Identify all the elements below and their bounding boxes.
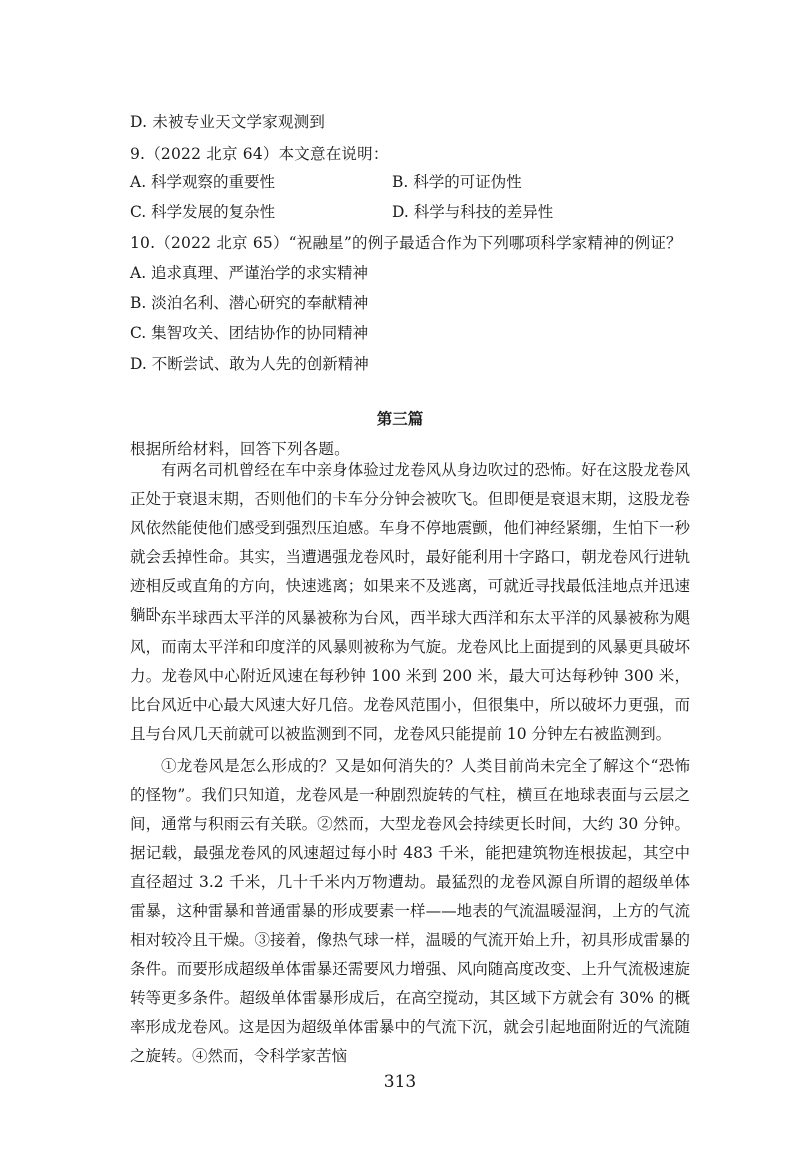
instruction: 根据所给材料，回答下列各题。: [130, 440, 350, 458]
question-9-stem: 9.（2022 北京 64）本文意在说明：: [130, 145, 389, 163]
question-10-option-d: D. 不断尝试、敢为人先的创新精神: [130, 355, 369, 373]
question-9-option-a: A. 科学观察的重要性: [130, 173, 276, 191]
question-9-option-c: C. 科学发展的复杂性: [130, 203, 276, 221]
question-9-option-d: D. 科学与科技的差异性: [392, 203, 554, 221]
question-10-stem: 10.（2022 北京 65）“祝融星”的例子最适合作为下列哪项科学家精神的例证？: [130, 234, 682, 252]
paragraph-1: 有两名司机曾经在车中亲身体验过龙卷风从身边吹过的恐怖。好在这股龙卷风正处于衰退末期，否则他们的卡车分分钟会被吹飞。但即便是衰退末期，这股龙卷风依然能使他们感受到强烈压迫感。车身不停地震颤，他们神经紧绷，生怕下一秒就会丢掉性命。其实，当遭遇强龙卷风时，最好能利用十字路口，朝龙卷风行进轨迹相反或直角的方向，快速逃离；如果来不及逃离，可就近寻找最低洼地点并迅速躺卧。: [130, 461, 690, 624]
question-9-option-b: B. 科学的可证伪性: [392, 173, 522, 191]
section-title: 第三篇: [376, 409, 424, 428]
prev-option-d: D. 未被专业天文学家观测到: [130, 113, 326, 131]
page-number: 313: [383, 1072, 417, 1092]
question-10-option-b: B. 淡泊名利、潜心研究的奉献精神: [130, 294, 369, 312]
paragraph-3: ①龙卷风是怎么形成的？又是如何消失的？人类目前尚未完全了解这个“恐怖的怪物”。我们只知道，龙卷风是一种剧烈旋转的气柱，横亘在地球表面与云层之间，通常与积雨云有关联。②然而，大型龙卷风会持续更长时间，大约 30 分钟。据记载，最强龙卷风的风速超过每小时 483 千米，能把建筑物连根拔起，其空中直径超过 3.2 千米，几十千米内万物遭劫。最猛烈的龙卷风源自所谓的超级单体雷暴，这种雷暴和普通雷暴的形成要素一样——地表的气流温暖湿润，上方的气流相对较冷且干燥。③接着，像热气球一样，温暖的气流开始上升，初具形成雷暴的条件。而要形成超级单体雷暴还需要风力增强、风向随高度改变、上升气流极速旋转等更多条件。超级单体雷暴形成后，在高空搅动，其区域下方就会有 30% 的概率形成龙卷风。这是因为超级单体雷暴中的气流下沉，就会引起地面附近的气流随之旋转。④然而，令科学家苦恼: [130, 757, 690, 1065]
question-10-option-c: C. 集智攻关、团结协作的协同精神: [130, 324, 369, 342]
paragraph-2: 东半球西太平洋的风暴被称为台风，西半球大西洋和东太平洋的风暴被称为飓风，而南太平洋和印度洋的风暴则被称为气旋。龙卷风比上面提到的风暴更具破坏力。龙卷风中心附近风速在每秒钟 100 米到 200 米，最大可达每秒钟 300 米，比台风近中心最大风速大好几倍。龙卷风范围小，但很集中，所以破坏力更强，而且与台风几天前就可以被监测到不同，龙卷风只能提前 10 分钟左右被监测到。: [130, 609, 690, 743]
question-10-option-a: A. 追求真理、严谨治学的求实精神: [130, 264, 369, 282]
